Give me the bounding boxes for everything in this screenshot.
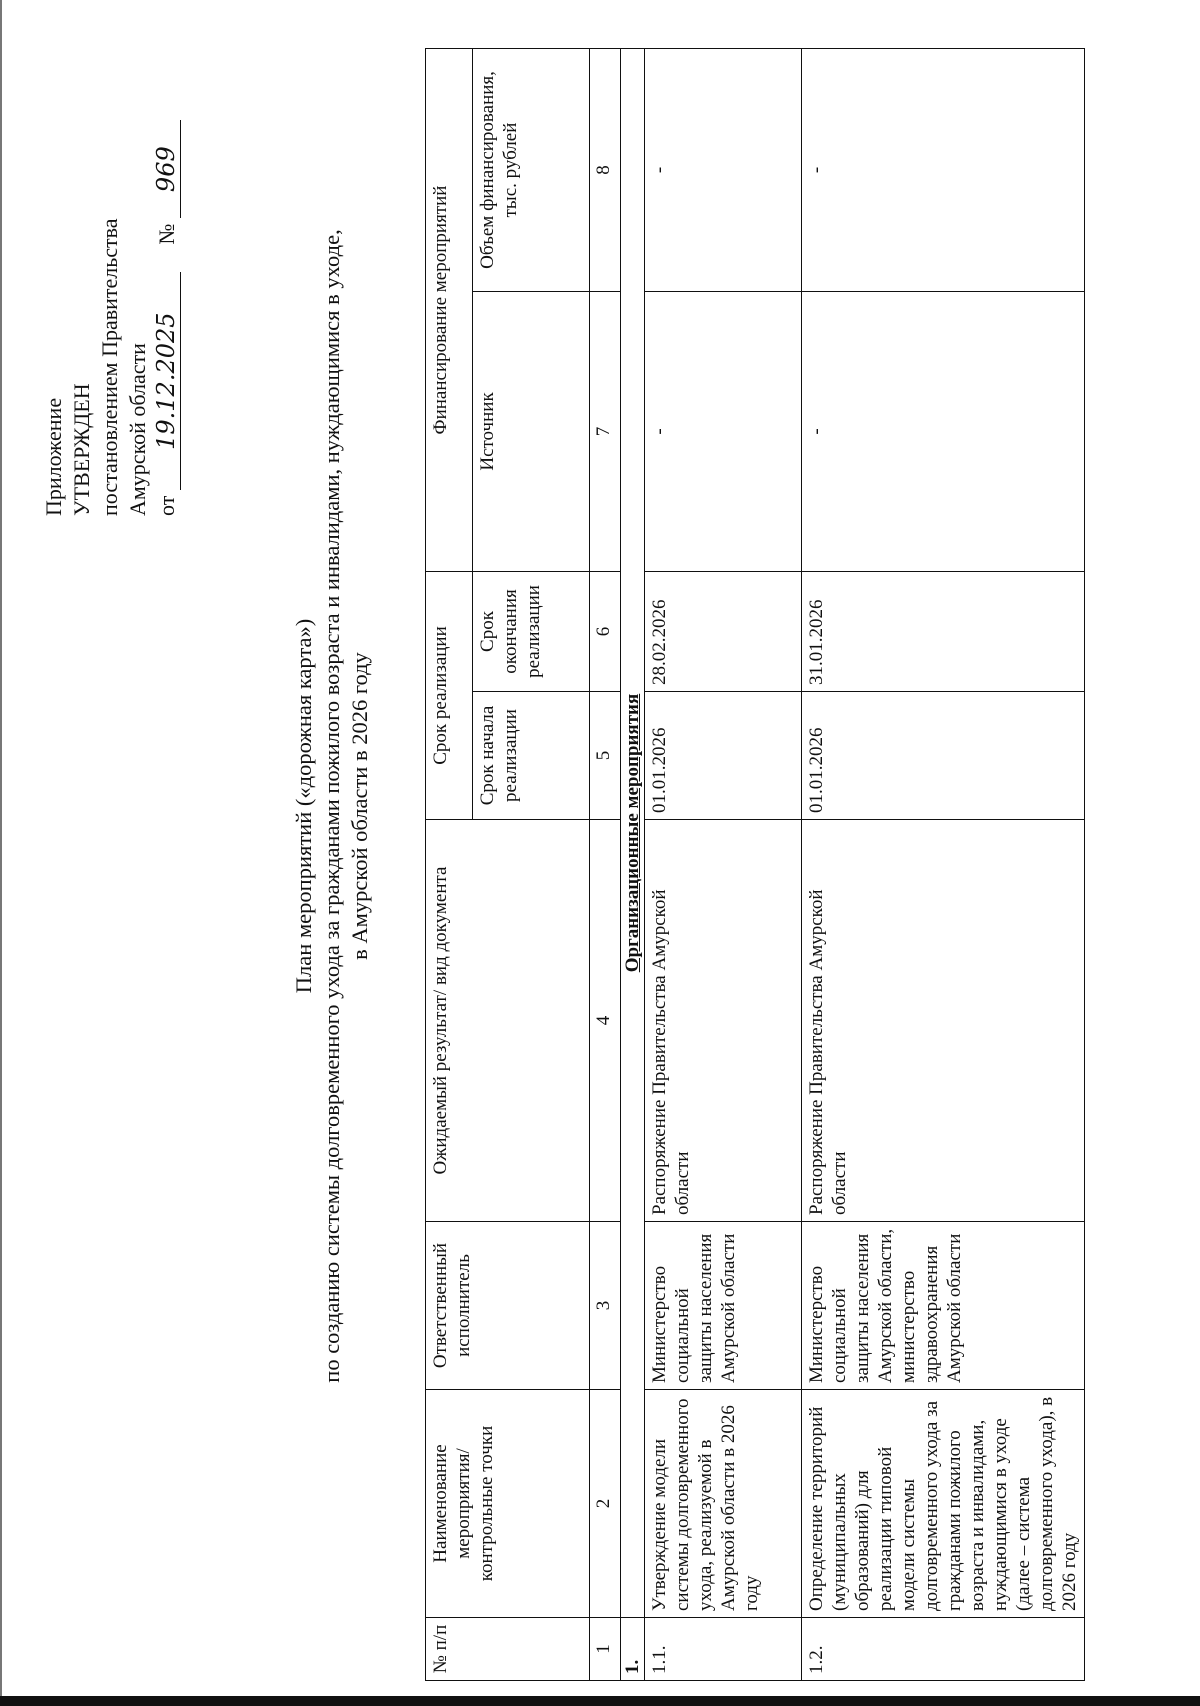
row-end: 28.02.2026 bbox=[645, 571, 802, 691]
row-name: Определение территорий (муниципальных образований) для реализации типовой модели системы долговременного ухода за гражданами пожилого возраста и инвалидами, нуждающимися в уходе (далее – система долговременного ухода), в 2026 году bbox=[802, 1390, 1085, 1618]
row-end: 31.01.2026 bbox=[802, 571, 1085, 691]
approval-number: 969 bbox=[152, 120, 181, 218]
header-end: Срок окончания реализации bbox=[473, 571, 590, 691]
column-number: 7 bbox=[590, 291, 621, 571]
header-result: Ожидаемый результат/ вид документа bbox=[426, 820, 590, 1222]
document-title bbox=[290, 156, 374, 1456]
column-number: 5 bbox=[590, 692, 621, 820]
approval-line: постановлением Правительства bbox=[97, 218, 122, 516]
header-num: № п/п bbox=[426, 1618, 590, 1681]
row-name: Утверждение модели системы долговременного ухода, реализуемой в Амурской области в 2026 году bbox=[645, 1390, 802, 1618]
column-numbers-row bbox=[590, 48, 621, 1680]
approval-date: 19.12.2025 bbox=[152, 272, 181, 490]
column-number: 3 bbox=[590, 1222, 621, 1390]
table-header-row bbox=[426, 48, 473, 1680]
plan-table bbox=[425, 48, 1085, 1681]
approval-line: Амурской области bbox=[125, 343, 150, 516]
row-num: 1.2. bbox=[802, 1618, 1085, 1681]
date-prefix: от bbox=[154, 495, 179, 516]
section-title: Организационные мероприятия bbox=[621, 48, 645, 1617]
header-start: Срок начала реализации bbox=[473, 692, 590, 820]
number-prefix: № bbox=[154, 223, 179, 245]
approval-date-line bbox=[152, 56, 181, 516]
row-result: Распоряжение Правительства Амурской области bbox=[802, 820, 1085, 1222]
row-executor: Министерство социальной защиты населения Амурской области, министерство здравоохранения Амурской области bbox=[802, 1222, 1085, 1390]
row-source: - bbox=[645, 291, 802, 571]
row-executor: Министерство социальной защиты населения Амурской области bbox=[645, 1222, 802, 1390]
section-number: 1. bbox=[621, 1618, 645, 1681]
table-row bbox=[802, 48, 1085, 1680]
approval-block bbox=[40, 56, 181, 516]
header-source: Источник bbox=[473, 291, 590, 571]
column-number: 8 bbox=[590, 48, 621, 291]
header-executor: Ответственный исполнитель bbox=[426, 1222, 590, 1390]
column-number: 2 bbox=[590, 1390, 621, 1618]
column-number: 4 bbox=[590, 820, 621, 1222]
row-source: - bbox=[802, 291, 1085, 571]
column-number: 1 bbox=[590, 1618, 621, 1681]
header-volume: Объем финансирования, тыс. рублей bbox=[473, 48, 590, 291]
title-line: по созданию системы долговременного ухода за гражданами пожилого возраста и инвалидами, нуждающимися в уходе, bbox=[319, 229, 344, 1383]
section-row bbox=[621, 48, 645, 1680]
row-num: 1.1. bbox=[645, 1618, 802, 1681]
title-line: План мероприятий («дорожная карта») bbox=[291, 618, 316, 994]
header-name: Наименование мероприятия/ контрольные точки bbox=[426, 1390, 590, 1618]
row-start: 01.01.2026 bbox=[645, 692, 802, 820]
row-volume: - bbox=[802, 48, 1085, 291]
approval-line: Приложение bbox=[41, 397, 66, 516]
approval-line: УТВЕРЖДЕН bbox=[69, 383, 94, 516]
column-number: 6 bbox=[590, 571, 621, 691]
row-start: 01.01.2026 bbox=[802, 692, 1085, 820]
header-period: Срок реализации bbox=[426, 571, 473, 819]
title-line: в Амурской области в 2026 году bbox=[347, 652, 372, 960]
row-volume: - bbox=[645, 48, 802, 291]
table-row bbox=[645, 48, 802, 1680]
row-result: Распоряжение Правительства Амурской области bbox=[645, 820, 802, 1222]
header-financing: Финансирование мероприятий bbox=[426, 48, 473, 571]
